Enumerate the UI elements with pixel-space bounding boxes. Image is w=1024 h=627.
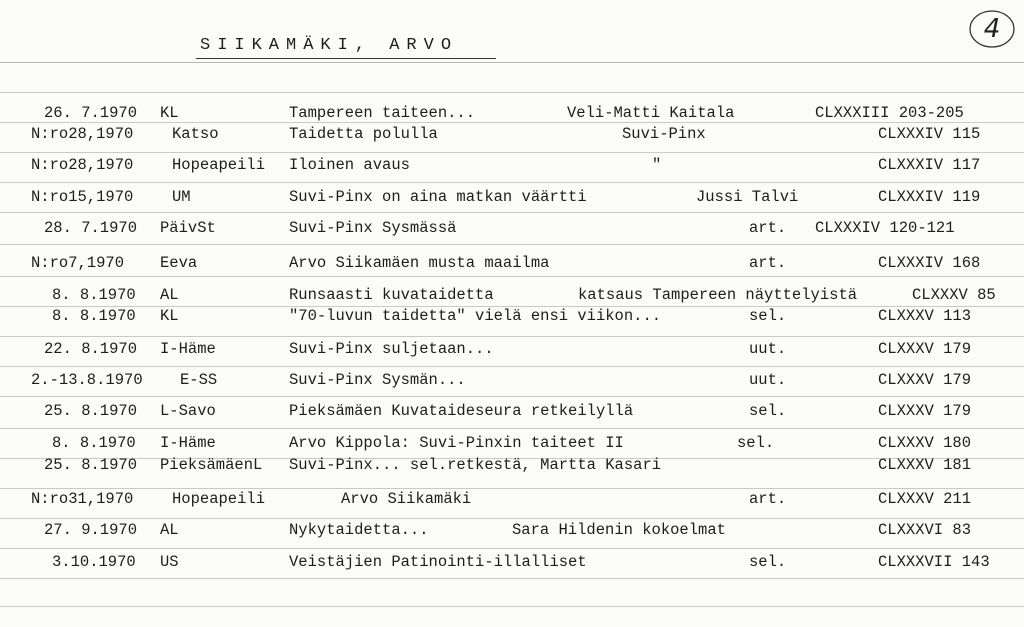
entry-author: katsaus Tampereen näyttelyistä: [578, 286, 858, 304]
entry-type: art.: [749, 490, 787, 508]
entry-author: Sara Hildenin kokoelmat: [512, 521, 726, 539]
ruled-line: [0, 518, 1024, 519]
entry-author: ": [652, 156, 662, 174]
ruled-line: [0, 336, 1024, 337]
entry-row: [0, 104, 1024, 126]
card-title: SIIKAMÄKI, ARVO: [200, 36, 459, 55]
entry-date: 25. 8.1970: [44, 402, 138, 420]
entry-source: Hopeapeili: [172, 156, 266, 174]
entry-row: [0, 125, 1024, 147]
entry-type: sel.: [737, 434, 775, 452]
entry-source: KL: [160, 104, 179, 122]
entry-title: Suvi-Pinx on aina matkan väärtti: [289, 188, 587, 206]
header-rule: [0, 62, 1024, 63]
entry-ref: CLXXXIV 120-121: [815, 219, 955, 237]
entry-title: Suvi-Pinx suljetaan...: [289, 340, 494, 358]
entry-row: [0, 219, 1024, 241]
ruled-line: [0, 606, 1024, 607]
entry-date: 8. 8.1970: [52, 307, 136, 325]
entry-row: [0, 371, 1024, 393]
ruled-line: [0, 182, 1024, 183]
entry-date: 3.10.1970: [52, 553, 136, 571]
entry-title: Suvi-Pinx Sysmän...: [289, 371, 466, 389]
entry-ref: CLXXXIII 203-205: [815, 104, 964, 122]
entry-row: [0, 521, 1024, 543]
entry-source: Eeva: [160, 254, 198, 272]
entry-row: [0, 490, 1024, 512]
entry-title: Pieksämäen Kuvataideseura retkeilyllä: [289, 402, 634, 420]
entry-date: 25. 8.1970: [44, 456, 138, 474]
entry-row: [0, 434, 1024, 456]
entry-title: Arvo Kippola: Suvi-Pinxin taiteet II: [289, 434, 624, 452]
entry-ref: CLXXXIV 168: [878, 254, 981, 272]
entry-source: I-Häme: [160, 340, 216, 358]
ruled-line: [0, 212, 1024, 213]
ruled-line: [0, 276, 1024, 277]
ruled-line: [0, 396, 1024, 397]
entry-row: [0, 188, 1024, 210]
entry-title: Iloinen avaus: [289, 156, 410, 174]
ruled-line: [0, 366, 1024, 367]
entry-title: Suvi-Pinx Sysmässä: [289, 219, 457, 237]
entry-row: [0, 286, 1024, 308]
ruled-line: [0, 244, 1024, 245]
title-underline: [196, 58, 496, 59]
entry-type: uut.: [749, 340, 787, 358]
entry-date: N:ro31,1970: [31, 490, 134, 508]
entry-title: Runsaasti kuvataidetta: [289, 286, 494, 304]
entry-title: "70-luvun taidetta" vielä ensi viikon...: [289, 307, 662, 325]
entry-source: L-Savo: [160, 402, 216, 420]
entry-title: Arvo Siikamäki: [341, 490, 472, 508]
entry-source: Katso: [172, 125, 219, 143]
entry-ref: CLXXXV 211: [878, 490, 972, 508]
entry-row: [0, 254, 1024, 276]
entry-type: uut.: [749, 371, 787, 389]
ruled-line: [0, 488, 1024, 489]
entry-date: 8. 8.1970: [52, 434, 136, 452]
ruled-line: [0, 548, 1024, 549]
entry-date: N:ro15,1970: [31, 188, 134, 206]
entry-row: [0, 456, 1024, 478]
entry-date: 27. 9.1970: [44, 521, 138, 539]
entry-type: art.: [749, 219, 787, 237]
entry-author: Jussi Talvi: [696, 188, 799, 206]
entry-title: Nykytaidetta...: [289, 521, 429, 539]
entry-source: AL: [160, 286, 179, 304]
entry-date: N:ro28,1970: [31, 156, 134, 174]
entry-ref: CLXXXVI 83: [878, 521, 972, 539]
entry-source: US: [160, 553, 179, 571]
entry-date: N:ro7,1970: [31, 254, 125, 272]
entry-ref: CLXXXV 113: [878, 307, 972, 325]
entry-row: [0, 156, 1024, 178]
entry-author: Suvi-Pinx: [622, 125, 706, 143]
entry-ref: CLXXXV 179: [878, 340, 972, 358]
entry-ref: CLXXXVII 143: [878, 553, 990, 571]
entry-title: Suvi-Pinx... sel.retkestä, Martta Kasari: [289, 456, 662, 474]
entry-title: Veistäjien Patinointi-illalliset: [289, 553, 587, 571]
entry-date: 26. 7.1970: [44, 104, 138, 122]
entry-date: 8. 8.1970: [52, 286, 136, 304]
entry-ref: CLXXXV 179: [878, 402, 972, 420]
entry-source: I-Häme: [160, 434, 216, 452]
entry-date: N:ro28,1970: [31, 125, 134, 143]
page-number-circle: [967, 8, 1017, 50]
entry-source: PäivSt: [160, 219, 216, 237]
page-number: 4: [983, 14, 1001, 44]
entry-row: [0, 553, 1024, 575]
entry-date: 28. 7.1970: [44, 219, 138, 237]
entry-title: Tampereen taiteen...: [289, 104, 476, 122]
entry-row: [0, 402, 1024, 424]
entry-ref: CLXXXIV 115: [878, 125, 981, 143]
ruled-line: [0, 152, 1024, 153]
entry-row: [0, 340, 1024, 362]
entry-author: Veli-Matti Kaitala: [567, 104, 735, 122]
entry-ref: CLXXXIV 119: [878, 188, 981, 206]
entry-date: 2.-13.8.1970: [31, 371, 143, 389]
entry-source: E-SS: [180, 371, 218, 389]
entry-source: AL: [160, 521, 179, 539]
entry-date: 22. 8.1970: [44, 340, 138, 358]
entry-type: sel.: [749, 553, 787, 571]
entry-ref: CLXXXV 181: [878, 456, 972, 474]
entry-source: Hopeapeili: [172, 490, 266, 508]
entry-source: PieksämäenL: [160, 456, 263, 474]
ruled-line: [0, 578, 1024, 579]
entry-ref: CLXXXV 180: [878, 434, 972, 452]
entry-source: UM: [172, 188, 191, 206]
entry-source: KL: [160, 307, 179, 325]
entry-ref: CLXXXV 85: [912, 286, 996, 304]
entry-type: art.: [749, 254, 787, 272]
entry-ref: CLXXXV 179: [878, 371, 972, 389]
entry-ref: CLXXXIV 117: [878, 156, 981, 174]
ruled-line: [0, 92, 1024, 93]
entry-type: sel.: [749, 307, 787, 325]
entry-title: Taidetta polulla: [289, 125, 438, 143]
entry-title: Arvo Siikamäen musta maailma: [289, 254, 550, 272]
entry-type: sel.: [749, 402, 787, 420]
ruled-line: [0, 428, 1024, 429]
entry-row: [0, 307, 1024, 329]
